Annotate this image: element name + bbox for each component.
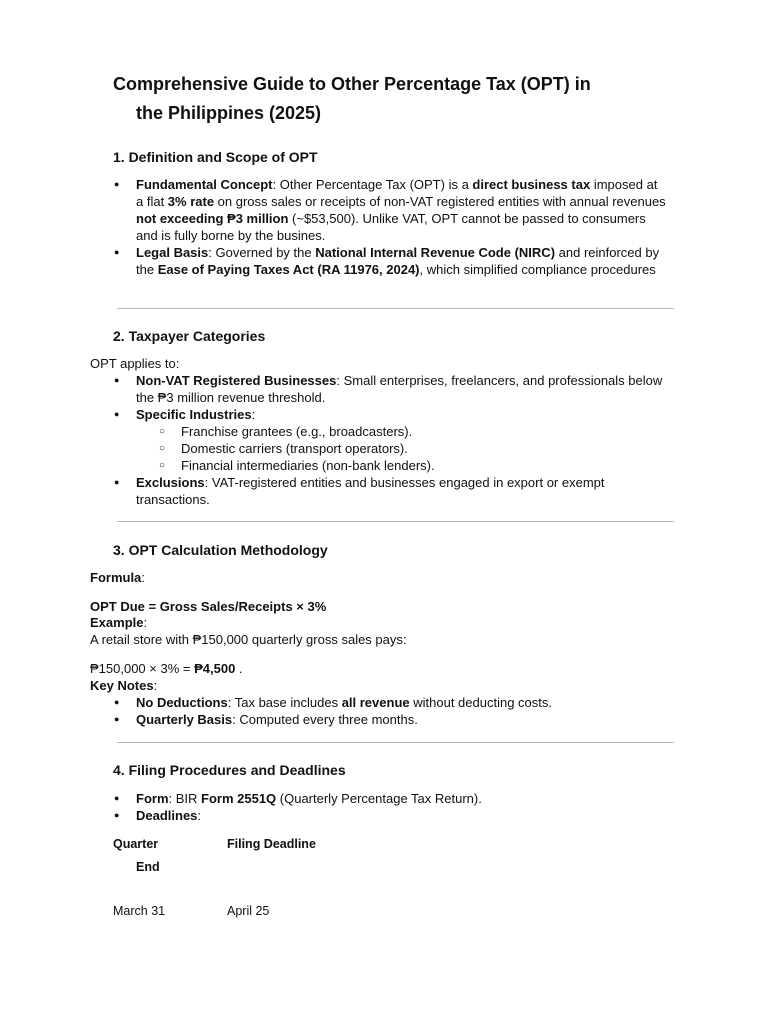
list-item-non-vat: ● Non-VAT Registered Businesses: Small enterprises, freelancers, and professionals below the ₱3 million revenue threshold.: [136, 372, 671, 406]
formula-text: OPT Due = Gross Sales/Receipts × 3%: [90, 599, 327, 614]
sub-item-franchise: ○ Franchise grantees (e.g., broadcasters).: [181, 423, 671, 440]
example-label-line: Example:: [90, 615, 148, 630]
list-item-specific-industries: ● Specific Industries: ○ Franchise grantees (e.g., broadcasters). ○ Domestic carriers (transport operators). ○ Financial intermediaries (non-bank lenders).: [136, 406, 671, 474]
table-header-quarter: Quarter: [113, 837, 159, 851]
list-item-form: ● Form: BIR Form 2551Q (Quarterly Percentage Tax Return).: [136, 790, 671, 807]
sub-item-carriers: ○ Domestic carriers (transport operators).: [181, 440, 671, 457]
formula-label-line: Formula:: [90, 570, 145, 585]
section-4-heading: 4. Filing Procedures and Deadlines: [113, 762, 346, 778]
table-header-end: End: [136, 860, 160, 874]
section-divider: [117, 521, 674, 522]
section-1-list: [136, 176, 666, 278]
section-divider: [117, 308, 674, 309]
list-item-deadlines: ● Deadlines:: [136, 807, 671, 824]
table-cell-deadline: April 25: [227, 904, 270, 918]
section-1-heading: 1. Definition and Scope of OPT: [113, 149, 318, 165]
section-divider: [117, 742, 674, 743]
table-header-filing-deadline: Filing Deadline: [227, 837, 316, 851]
section-4-list: [136, 790, 671, 824]
key-notes-list: [136, 694, 671, 728]
example-text: A retail store with ₱150,000 quarterly gross sales pays:: [90, 632, 407, 647]
sub-item-financial: ○ Financial intermediaries (non-bank lenders).: [181, 457, 671, 474]
list-item-fundamental-concept: ● Fundamental Concept: Other Percentage Tax (OPT) is a direct business tax imposed at a flat 3% rate on gross sales or receipts of non-VAT registered entities with annual revenues not exceeding ₱3 million (~$53,500). Unlike VAT, OPT cannot be passed to consumers and is fully borne by the busines.: [136, 176, 666, 244]
section-2-intro: OPT applies to:: [90, 356, 180, 371]
list-item-exclusions: ● Exclusions: VAT-registered entities and businesses engaged in export or exempt transactions.: [136, 474, 671, 508]
page-title: [113, 70, 673, 128]
section-2-list: [136, 372, 671, 508]
list-item-legal-basis: ● Legal Basis: Governed by the National Internal Revenue Code (NIRC) and reinforced by the Ease of Paying Taxes Act (RA 11976, 2024), which simplified compliance procedures: [136, 244, 666, 278]
list-item-quarterly-basis: ● Quarterly Basis: Computed every three months.: [136, 711, 671, 728]
calculation-line: ₱150,000 × 3% = ₱4,500 .: [90, 661, 243, 676]
list-item-no-deductions: ● No Deductions: Tax base includes all revenue without deducting costs.: [136, 694, 671, 711]
title-line-2: the Philippines (2025): [136, 103, 322, 123]
key-notes-label-line: Key Notes:: [90, 678, 158, 693]
section-2-heading: 2. Taxpayer Categories: [113, 328, 266, 344]
table-cell-quarter: March 31: [113, 904, 166, 918]
title-line-1: Comprehensive Guide to Other Percentage Tax (OPT) in: [113, 74, 591, 94]
section-3-heading: 3. OPT Calculation Methodology: [113, 542, 328, 558]
